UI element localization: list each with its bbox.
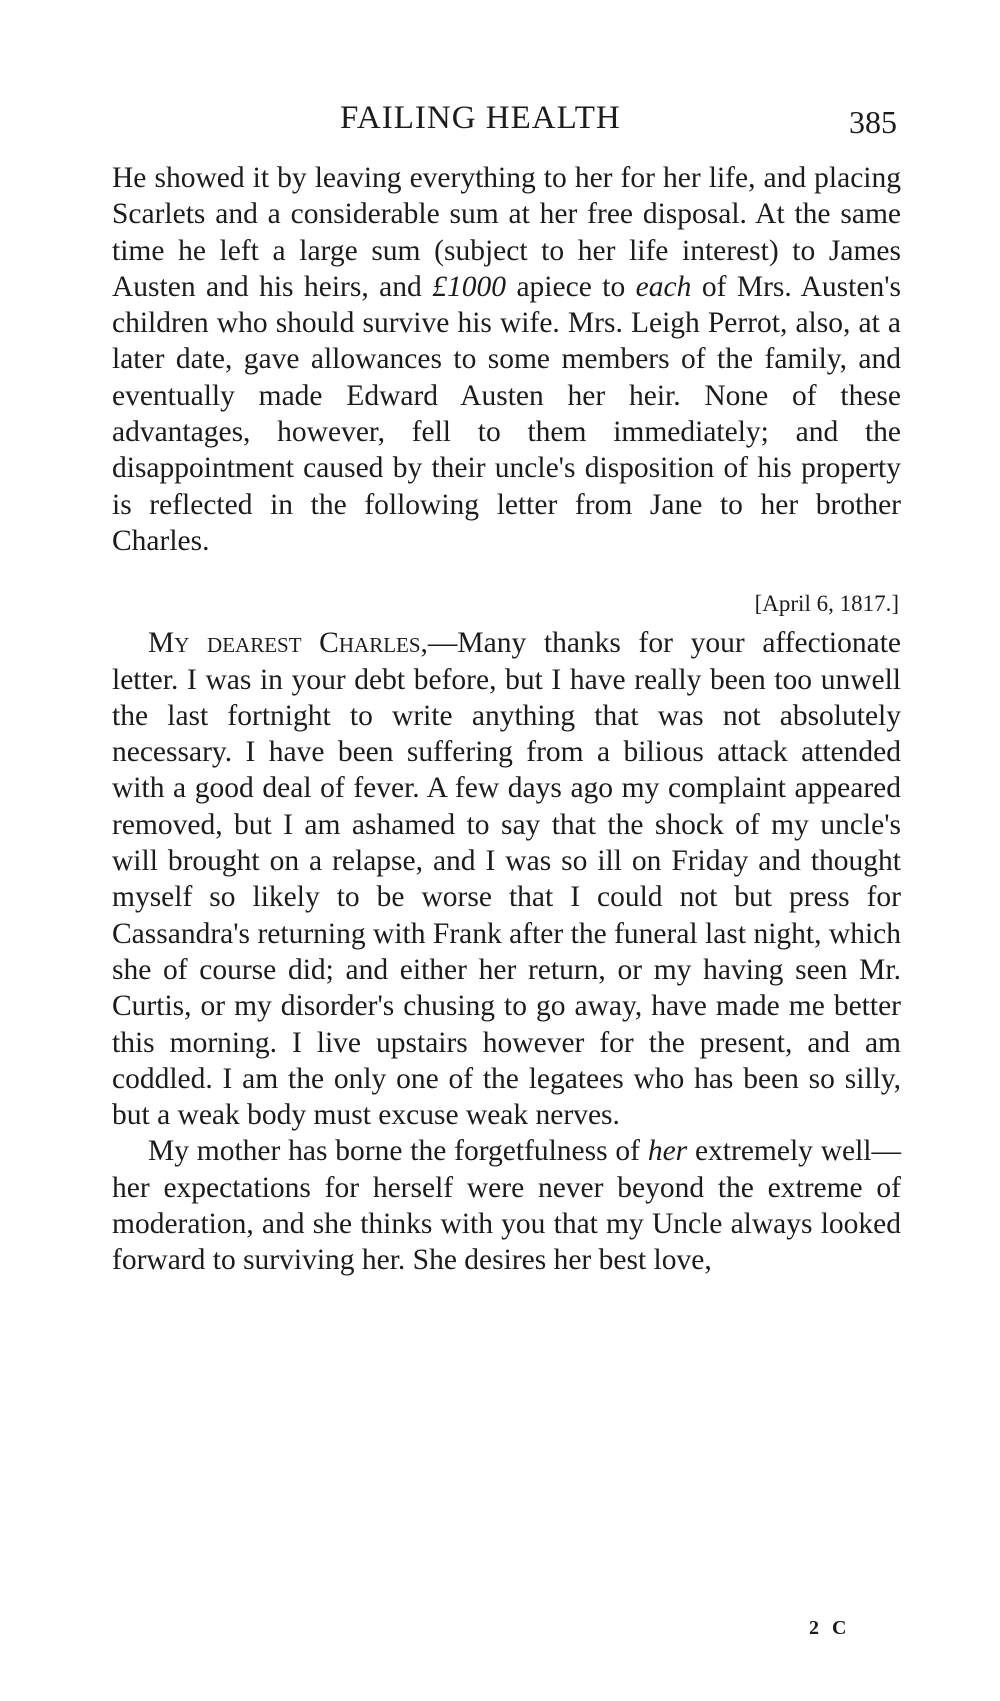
letter-paragraph-2-part1: My mother has borne the forgetfulness of [148, 1135, 648, 1168]
emphasis-each: each [635, 270, 692, 303]
letter-salutation: My dearest Charles, [148, 627, 428, 660]
intro-text-part2: apiece to [506, 270, 636, 303]
emphasis-her: her [647, 1135, 688, 1168]
letter-paragraph-2-part2: extremely well—her expectations for herself were never beyond the extreme of moderation, and she thinks with you that my Uncle always looked forward to surviving her. She desires her best love, [112, 1135, 901, 1277]
letter-paragraph-2 [112, 1133, 901, 1278]
letter-paragraph-1 [112, 625, 901, 1133]
intro-paragraph [112, 160, 901, 559]
letter-paragraph-1-text: —Many thanks for your affectionate letter. I was in your debt before, but I have really been too unwell the last fortnight to write anything that was not absolutely necessary. I have been suffering from a bilious attack attended with a good deal of fever. A few days ago my complaint appeared removed, but I am ashamed to say that the shock of my uncle's will brought on a relapse, and I was so ill on Friday and thought myself so likely to be worse that I could not but press for Cassandra's returning with Frank after the funeral last night, which she of course did; and either her return, or my having seen Mr. Curtis, or my disorder's chusing to go away, have made me better this morning. I live upstairs however for the present, and am coddled. I am the only one of the legatees who has been so silly, but a weak body must excuse weak nerves. [112, 627, 901, 1132]
running-head [0, 96, 1000, 140]
pound-amount: £1000 [432, 270, 506, 303]
intro-text-part3: of Mrs. Austen's children who should survive his wife. Mrs. Leigh Perrot, also, at a later date, gave allowances to some members of the family, and eventually made Edward Austen her heir. None of these advantages, however, fell to them immediately; and the disappointment caused by their uncle's disposition of his property is reflected in the following letter from Jane to her brother Charles. [112, 270, 901, 557]
text-block [112, 160, 901, 1279]
page-number: 385 [849, 104, 897, 140]
intro-text-part1: He showed it by leaving everything to her for her life, and placing Scarlets and a considerable sum at her free disposal. At the same time he left a large sum (subject to her life interest) to James Austen and his heirs, and [112, 162, 901, 303]
chapter-title: FAILING HEALTH [340, 100, 621, 136]
signature-mark: 2 C [809, 1617, 851, 1639]
letter-date: [April 6, 1817.] [754, 591, 899, 617]
